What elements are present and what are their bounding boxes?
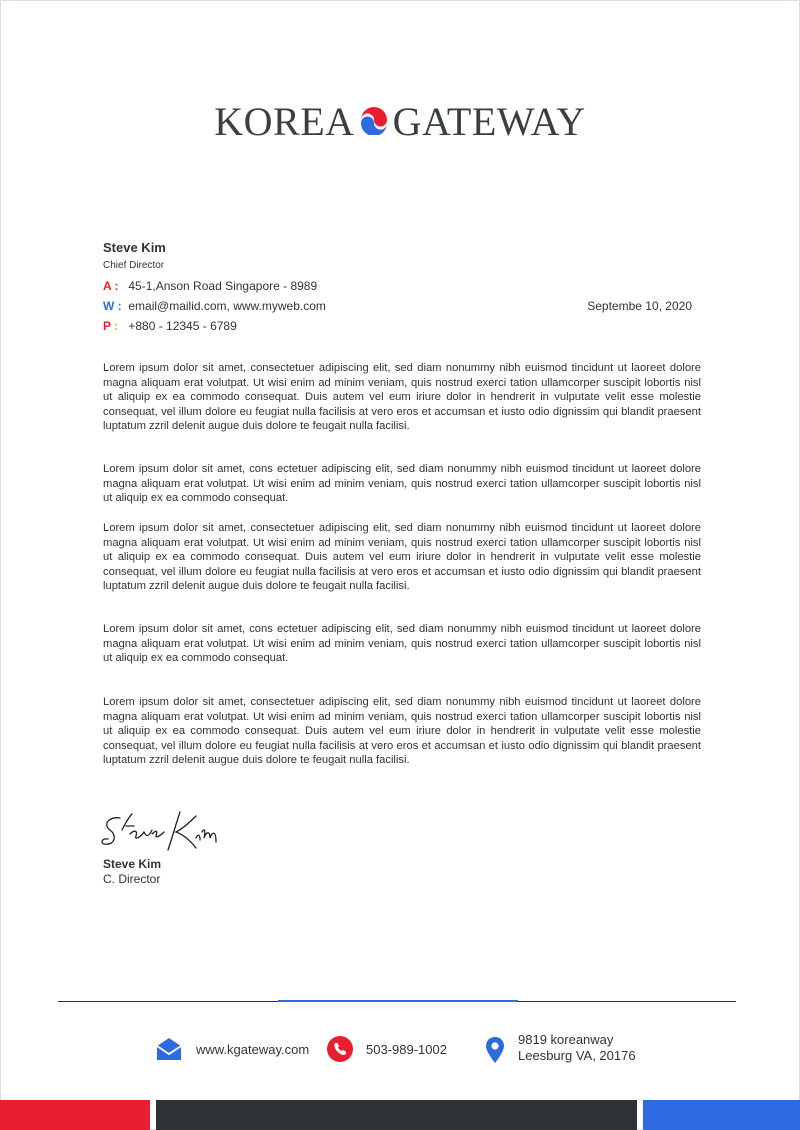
taegeuk-icon (359, 96, 389, 148)
footer-address-line1: 9819 koreanway (518, 1032, 614, 1047)
footer-phone: 503-989-1002 (366, 1042, 447, 1057)
body-paragraph: Lorem ipsum dolor sit amet, consectetuer adipiscing elit, sed diam nonummy nibh euismod tincidunt ut laoreet dolore magna aliquam erat volutpat. Ut wisi enim ad minim veniam, quis nostrud exerci tation ullamcorper suscipit lobortis nisl ut aliquip ex ea commodo consequat. Duis autem vel eum iriure dolor in hendrerit in vulputate velit esse molestie consequat, vel illum dolore eu feugiat nulla facilisis at vero eros et accumsan et iusto odio dignissim qui blandit praesent luptatum zzril delenit augue duis dolore te feugait nulla facilisi. (103, 362, 701, 433)
body-paragraph: Lorem ipsum dolor sit amet, consectetuer adipiscing elit, sed diam nonummy nibh euismod tincidunt ut laoreet dolore magna aliquam erat volutpat. Ut wisi enim ad minim veniam, quis nostrud exerci tation ullamcorper suscipit lobortis nisl ut aliquip ex ea commodo consequat. Duis autem vel eum iriure dolor in hendrerit in vulputate velit esse molestie consequat, vel illum dolore eu feugiat nulla facilisis at vero eros et accumsan et iusto odio dignissim qui blandit praesent luptatum zzril delenit augue duis dolore te feugait nulla facilisi. (103, 696, 701, 767)
company-logo (0, 96, 800, 152)
footer-bar-red (0, 1100, 150, 1130)
footer-divider-accent (278, 1000, 518, 1002)
handwritten-signature (100, 808, 220, 861)
phone-icon (327, 1036, 353, 1067)
closing-role: C. Director (103, 872, 161, 886)
logo-left-word: KOREA (214, 99, 355, 144)
sender-phone-row (103, 319, 237, 333)
sender-role: Chief Director (103, 260, 165, 271)
footer-website[interactable]: www.kgateway.com (196, 1042, 310, 1057)
sender-name: Steve Kim (103, 240, 166, 255)
sender-address: 45-1,Anson Road Singapore - 8989 (128, 279, 318, 293)
location-pin-icon (485, 1036, 505, 1069)
sender-phone: +880 - 12345 - 6789 (128, 319, 237, 333)
letter-date: Septembe 10, 2020 (587, 299, 692, 313)
web-key: W : (103, 299, 122, 313)
address-key: A : (103, 279, 119, 293)
body-paragraph: Lorem ipsum dolor sit amet, cons ectetuer adipiscing elit, sed diam nonummy nibh euismod tincidunt ut laoreet dolore magna aliquam erat volutpat. Ut wisi enim ad minim veniam, quis nostrud exerci tation ullamcorper suscipit lobortis nisl ut aliquip ex ea commodo consequat. (103, 463, 701, 505)
body-paragraph: Lorem ipsum dolor sit amet, consectetuer adipiscing elit, sed diam nonummy nibh euismod tincidunt ut laoreet dolore magna aliquam erat volutpat. Ut wisi enim ad minim veniam, quis nostrud exerci tation ullamcorper suscipit lobortis nisl ut aliquip ex ea commodo consequat. Duis autem vel eum iriure dolor in hendrerit in vulputate velit esse molestie consequat, vel illum dolore eu feugiat nulla facilisis at vero eros et accumsan et iusto odio dignissim qui blandit praesent luptatum zzril delenit augue duis dolore te feugait nulla facilisi. (103, 522, 701, 593)
sender-web[interactable]: email@mailid.com, www.myweb.com (128, 299, 326, 313)
sender-address-row (103, 279, 317, 293)
envelope-icon (155, 1036, 183, 1067)
footer-bar-dark (156, 1100, 637, 1130)
body-paragraph: Lorem ipsum dolor sit amet, cons ectetuer adipiscing elit, sed diam nonummy nibh euismod tincidunt ut laoreet dolore magna aliquam erat volutpat. Ut wisi enim ad minim veniam, quis nostrud exerci tation ullamcorper suscipit lobortis nisl ut aliquip ex ea commodo consequat. (103, 623, 701, 665)
logo-right-word: GATEWAY (392, 99, 586, 144)
phone-key (103, 319, 125, 333)
phone-key-letter: P (103, 319, 111, 333)
footer-bar-blue (643, 1100, 800, 1130)
footer-address-line2: Leesburg VA, 20176 (518, 1048, 636, 1063)
sender-web-row (103, 299, 326, 313)
phone-key-colon: : (114, 319, 119, 333)
closing-name: Steve Kim (103, 857, 162, 871)
